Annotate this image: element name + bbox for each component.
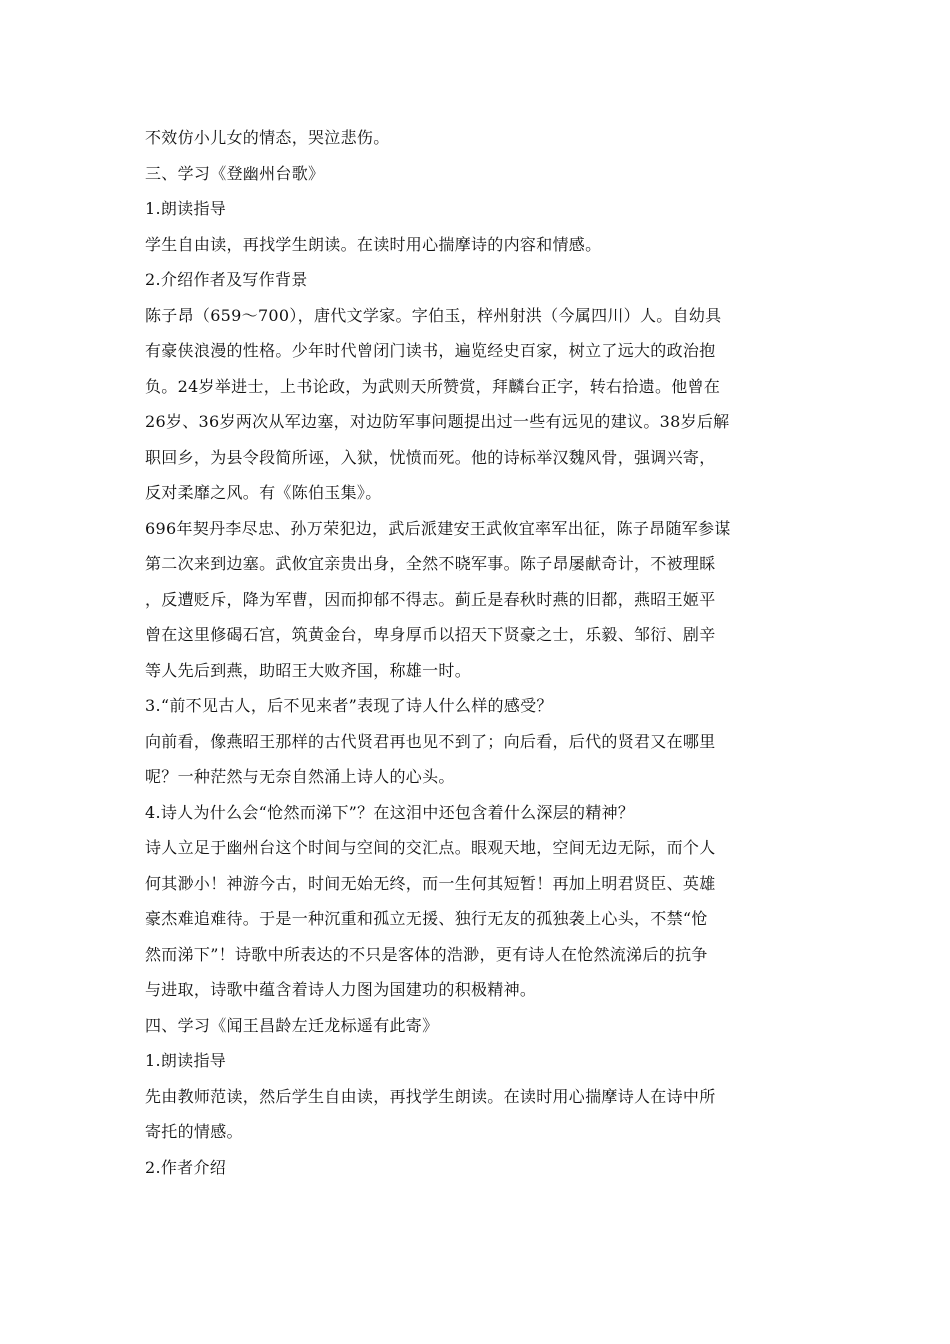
text-line: 学生自由读，再找学生朗读。在读时用心揣摩诗的内容和情感。 <box>145 234 602 254</box>
subheading: 2.作者介绍 <box>145 1157 227 1177</box>
question-heading: 4.诗人为什么会“怆然而涕下”？在这泪中还包含着什么深层的精神？ <box>145 802 635 822</box>
text-line: 反对柔靡之风。有《陈伯玉集》。 <box>145 483 382 502</box>
text-line: 先由教师范读，然后学生自由读，再找学生朗读。在读时用心揣摩诗人在诗中所 <box>145 1086 716 1106</box>
text-line: 有豪侠浪漫的性格。少年时代曾闭门读书，遍览经史百家，树立了远大的政治抱 <box>145 341 716 360</box>
text-line: 诗人立足于幽州台这个时间与空间的交汇点。眼观天地，空间无边无际，而个人 <box>145 838 716 857</box>
section-heading: 三、学习《登幽州台歌》 <box>145 163 325 183</box>
text-line: 陈子昂（659～700），唐代文学家。字伯玉，梓州射洪（今属四川）人。自幼具 <box>145 305 722 325</box>
text-line: 不效仿小儿女的情态，哭泣悲伤。 <box>145 128 390 147</box>
text-line: 第二次来到边塞。武攸宜亲贵出身，全然不晓军事。陈子昂屡献奇计，不被理睬 <box>145 554 716 573</box>
text-line: 曾在这里修碣石宫，筑黄金台，卑身厚币以招天下贤豪之士，乐毅、邹衍、剧辛 <box>145 625 716 644</box>
subheading: 2.介绍作者及写作背景 <box>145 270 308 289</box>
text-line: 然而涕下”！诗歌中所表达的不只是客体的浩渺，更有诗人在怆然流涕后的抗争 <box>145 944 708 964</box>
document-body <box>145 120 740 1185</box>
text-line: ，反遭贬斥，降为军曹，因而抑郁不得志。蓟丘是春秋时燕的旧都，燕昭王姬平 <box>145 589 716 609</box>
text-line: 呢？一种茫然与无奈自然涌上诗人的心头。 <box>145 767 455 786</box>
section-heading: 四、学习《闻王昌龄左迁龙标遥有此寄》 <box>145 1015 439 1035</box>
subheading: 1.朗读指导 <box>145 1051 227 1070</box>
text-line: 职回乡，为县令段简所诬，入狱，忧愤而死。他的诗标举汉魏风骨，强调兴寄， <box>145 447 716 467</box>
text-line: 26岁、36岁两次从军边塞，对边防军事问题提出过一些有远见的建议。38岁后解 <box>145 412 730 431</box>
text-line: 696年契丹李尽忠、孙万荣犯边，武后派建安王武攸宜率军出征，陈子昂随军参谋 <box>145 518 731 538</box>
text-line: 与进取，诗歌中蕴含着诗人力图为国建功的积极精神。 <box>145 980 537 999</box>
question-heading: 3.“前不见古人，后不见来者”表现了诗人什么样的感受？ <box>145 696 553 715</box>
text-line: 向前看，像燕昭王那样的古代贤君再也见不到了；向后看，后代的贤君又在哪里 <box>145 731 716 751</box>
subheading: 1.朗读指导 <box>145 199 227 218</box>
text-line: 豪杰难追难待。于是一种沉重和孤立无援、独行无友的孤独袭上心头，不禁“怆 <box>145 909 708 928</box>
text-line: 寄托的情感。 <box>145 1122 243 1141</box>
text-line: 等人先后到燕，助昭王大败齐国，称雄一时。 <box>145 660 472 680</box>
text-line: 何其渺小！神游今古，时间无始无终，而一生何其短暂！再加上明君贤臣、英雄 <box>145 873 716 893</box>
text-line: 负。24岁举进士，上书论政，为武则天所赞赏，拜麟台正字，转右拾遗。他曾在 <box>145 376 721 396</box>
